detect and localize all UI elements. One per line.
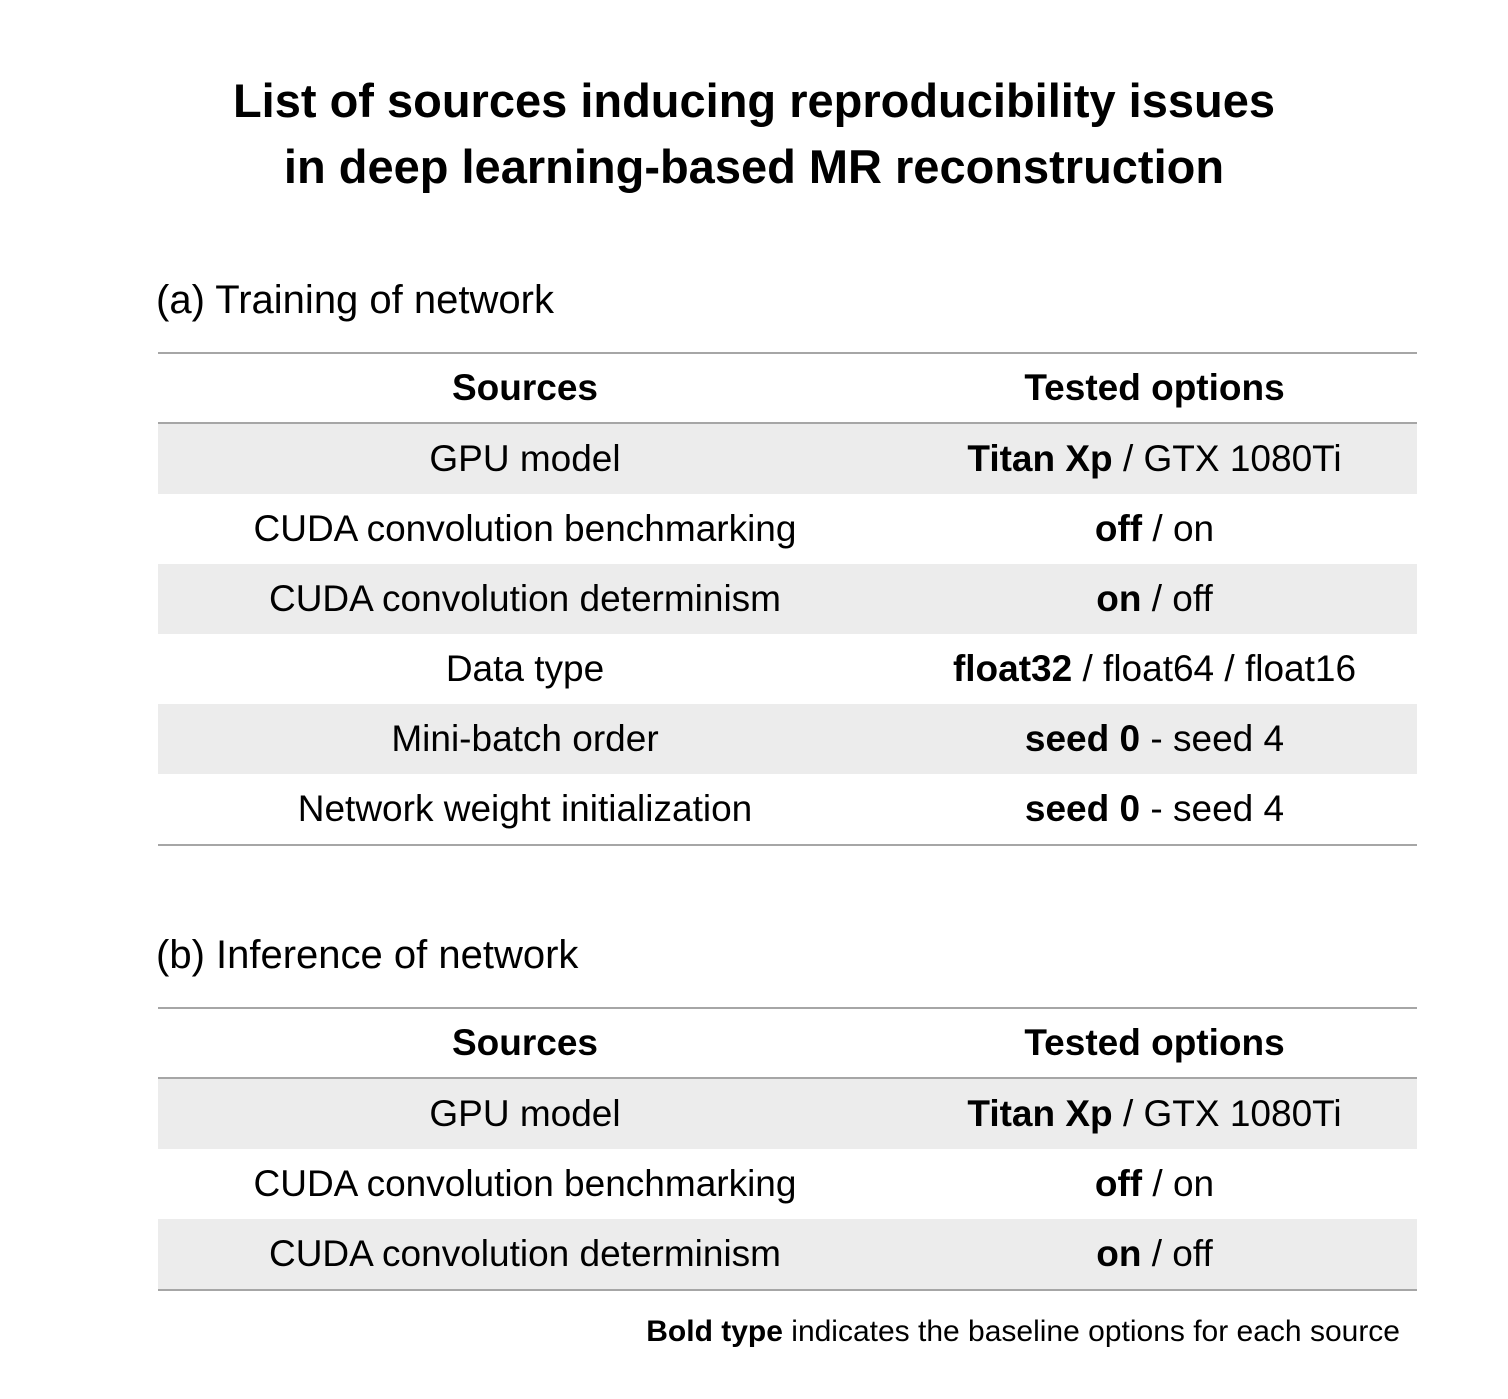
source-cell: CUDA convolution benchmarking: [253, 1163, 797, 1204]
title-line-1: List of sources inducing reproducibility issues: [232, 74, 1276, 127]
footnote: [646, 1312, 1400, 1352]
table-row: [158, 564, 1417, 634]
table-header: [158, 354, 1417, 424]
options-cell: [892, 1163, 1417, 1205]
table-row: [158, 494, 1417, 564]
options-cell: [892, 648, 1417, 690]
options-cell: [892, 1233, 1417, 1275]
source-cell: Data type: [445, 648, 605, 689]
other-options: / off: [1141, 1233, 1213, 1274]
inference-table: [158, 1007, 1417, 1291]
table-row: [158, 634, 1417, 704]
other-options: / GTX 1080Ti: [1112, 1093, 1342, 1134]
source-cell: CUDA convolution determinism: [268, 578, 782, 619]
table-row: [158, 774, 1417, 844]
page-title: [0, 68, 1508, 200]
training-heading: (a) Training of network: [156, 278, 554, 322]
source-cell: Network weight initialization: [297, 788, 753, 829]
baseline-option: Titan Xp: [967, 1093, 1113, 1134]
baseline-option: seed 0: [1024, 718, 1141, 759]
baseline-option: on: [1096, 1233, 1142, 1274]
footnote-bold: Bold type: [646, 1315, 783, 1348]
options-cell: [892, 788, 1417, 830]
inference-heading: (b) Inference of network: [156, 933, 579, 977]
other-options: / on: [1142, 1163, 1215, 1204]
options-cell: [892, 1093, 1417, 1135]
source-cell: CUDA convolution benchmarking: [253, 508, 797, 549]
baseline-option: off: [1094, 1163, 1143, 1204]
table-row: [158, 1079, 1417, 1149]
source-cell: GPU model: [429, 438, 621, 479]
other-options: / float64 / float16: [1072, 648, 1357, 689]
baseline-option: seed 0: [1024, 788, 1141, 829]
baseline-option: on: [1096, 578, 1142, 619]
header-tested-options: Tested options: [1024, 367, 1285, 408]
title-line-2: in deep learning-based MR reconstruction: [283, 140, 1225, 193]
source-cell: Mini-batch order: [391, 718, 659, 759]
table-header: [158, 1009, 1417, 1079]
other-options: / on: [1142, 508, 1215, 549]
options-cell: [892, 578, 1417, 620]
other-options: - seed 4: [1140, 718, 1285, 759]
source-cell: GPU model: [429, 1093, 621, 1134]
source-cell: CUDA convolution determinism: [268, 1233, 782, 1274]
table-row: [158, 1149, 1417, 1219]
header-sources: Sources: [451, 367, 598, 408]
other-options: / GTX 1080Ti: [1112, 438, 1342, 479]
table-row: [158, 1219, 1417, 1289]
baseline-option: float32: [952, 648, 1073, 689]
other-options: - seed 4: [1140, 788, 1285, 829]
footnote-text: indicates the baseline options for each source: [782, 1315, 1400, 1348]
table-row: [158, 424, 1417, 494]
options-cell: [892, 508, 1417, 550]
options-cell: [892, 718, 1417, 760]
header-sources: Sources: [451, 1022, 598, 1063]
baseline-option: Titan Xp: [967, 438, 1113, 479]
training-table: [158, 352, 1417, 846]
header-tested-options: Tested options: [1024, 1022, 1285, 1063]
baseline-option: off: [1094, 508, 1143, 549]
options-cell: [892, 438, 1417, 480]
other-options: / off: [1141, 578, 1213, 619]
table-row: [158, 704, 1417, 774]
